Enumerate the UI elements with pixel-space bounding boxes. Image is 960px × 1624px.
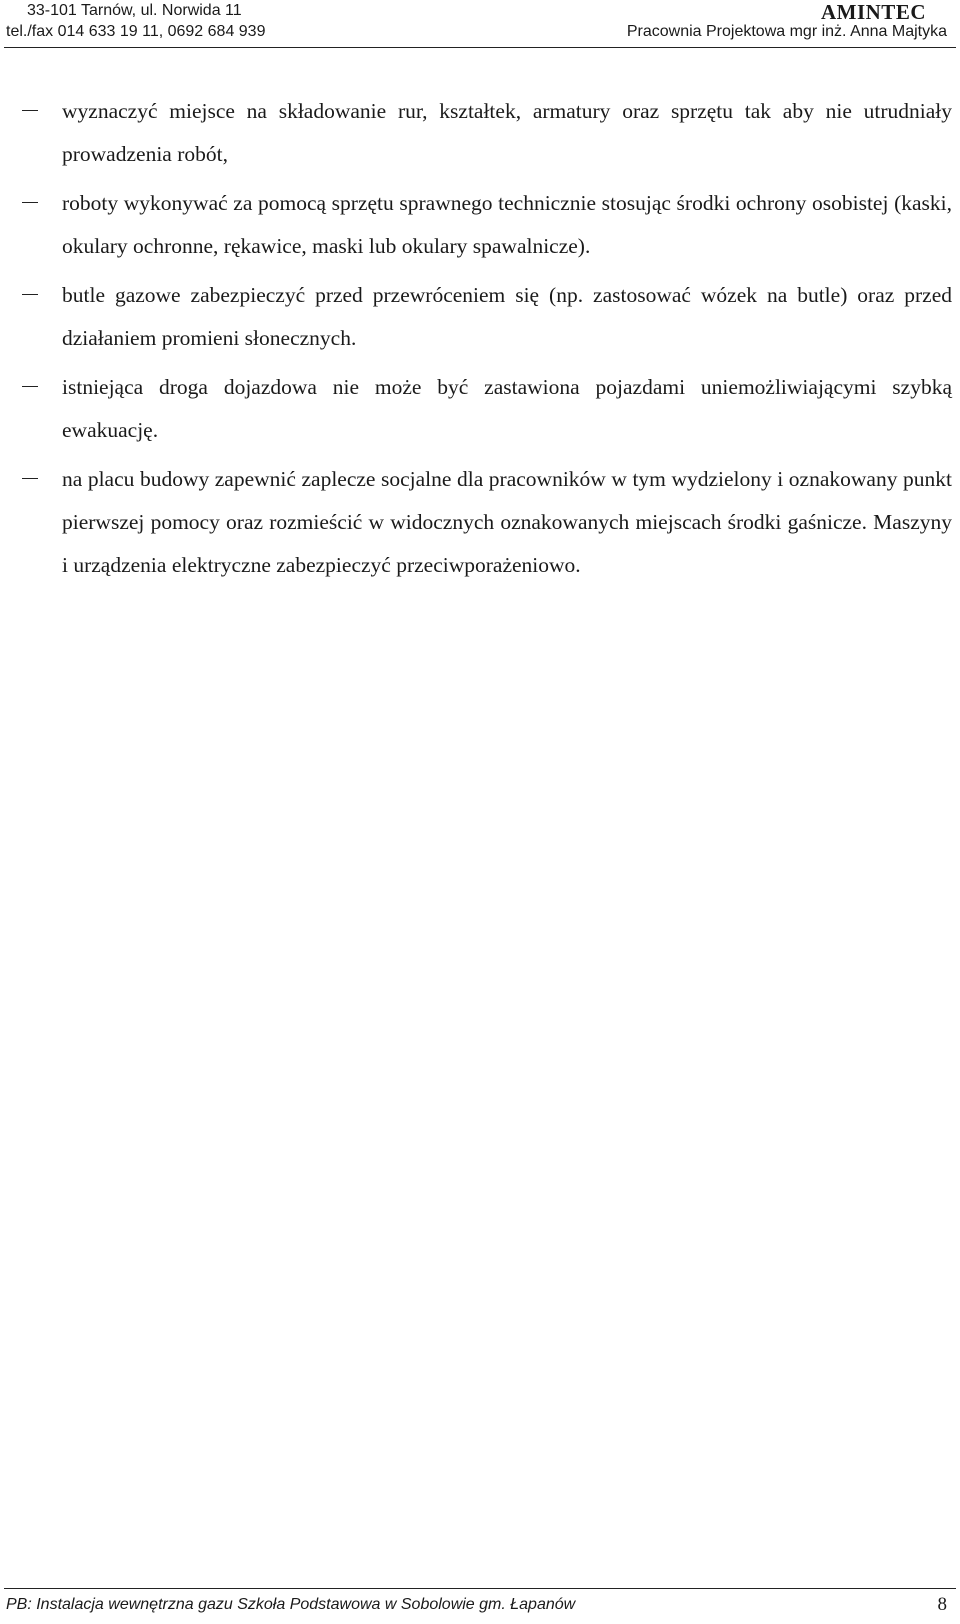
list-item-text: na placu budowy zapewnić zaplecze socjalne dla pracowników w tym wydzielony i oznakowany punkt pierwszej pomocy oraz rozmieścić w widocznych oznakowanych miejscach środki gaśnicze. Maszyny i urządzenia elektryczne zabezpieczyć przeciwporażeniowo. — [62, 467, 952, 577]
list-item-text: istniejąca droga dojazdowa nie może być zastawiona pojazdami uniemożliwiającymi szybką ewakuację. — [62, 375, 952, 442]
list-item — [0, 90, 960, 176]
company-office: Pracownia Projektowa mgr inż. Anna Majtyka — [626, 23, 947, 40]
company-address: 33-101 Tarnów, ul. Norwida 11 — [27, 2, 242, 19]
list-item — [0, 366, 960, 452]
company-phone: tel./fax 014 633 19 11, 0692 684 939 — [6, 23, 266, 40]
page-header — [0, 0, 960, 46]
list-item — [0, 182, 960, 268]
dash-bullet-icon — [22, 478, 38, 479]
list-item-text: wyznaczyć miejsce na składowanie rur, kształtek, armatury oraz sprzętu tak aby nie utrudniały prowadzenia robót, — [62, 99, 952, 166]
dash-bullet-icon — [22, 386, 38, 387]
page-number: 8 — [937, 1594, 947, 1615]
list-item-text: butle gazowe zabezpieczyć przed przewróceniem się (np. zastosować wózek na butle) oraz przed działaniem promieni słonecznych. — [62, 283, 952, 350]
dash-bullet-icon — [22, 202, 38, 203]
document-body — [0, 90, 960, 593]
footer-project-title: PB: Instalacja wewnętrzna gazu Szkoła Podstawowa w Sobolowie gm. Łapanów — [6, 1596, 576, 1613]
company-brand: AMINTEC — [820, 0, 926, 24]
page-footer — [0, 1588, 960, 1624]
footer-divider — [4, 1588, 956, 1589]
list-item — [0, 458, 960, 587]
dash-bullet-icon — [22, 294, 38, 295]
header-divider — [4, 47, 956, 48]
dash-bullet-icon — [22, 110, 38, 111]
list-item-text: roboty wykonywać za pomocą sprzętu sprawnego technicznie stosując środki ochrony osobistej (kaski, okulary ochronne, rękawice, maski lub okulary spawalnicze). — [62, 191, 952, 258]
list-item — [0, 274, 960, 360]
